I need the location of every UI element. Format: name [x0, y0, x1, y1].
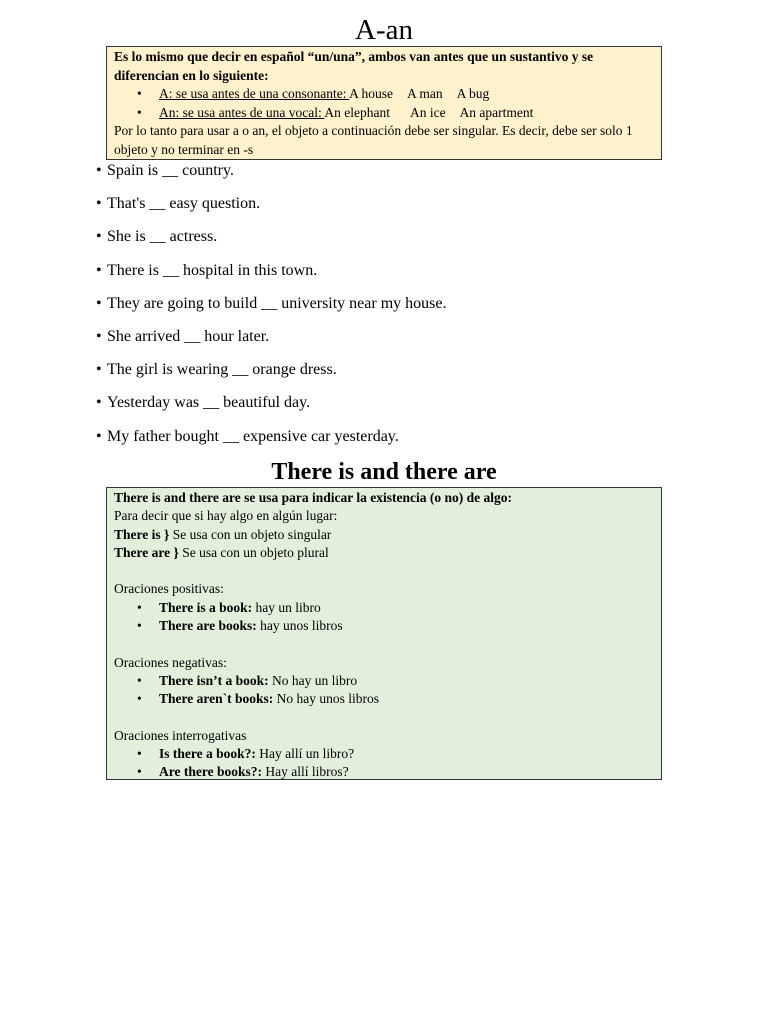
- bullet-icon: •: [137, 104, 142, 120]
- rule-label: An: se usa antes de una vocal:: [159, 104, 325, 120]
- exercise-item: [96, 225, 696, 258]
- bullet-icon: •: [96, 327, 102, 345]
- rule-label: There are }: [114, 544, 179, 560]
- exercise-text: She is __ actress.: [107, 228, 218, 246]
- example-bold: There aren`t books:: [159, 691, 274, 707]
- exercise-item: [96, 192, 696, 225]
- exercise-text: The girl is wearing __ orange dress.: [107, 361, 337, 379]
- exercise-text: Spain is __ country.: [107, 162, 234, 179]
- example: A man: [406, 86, 443, 101]
- exercise-item: [96, 292, 696, 325]
- example-bold: Are there books?:: [159, 764, 262, 780]
- section-heading: Oraciones negativas:: [114, 654, 227, 670]
- exercise-item: [96, 391, 696, 424]
- bullet-icon: •: [137, 86, 142, 101]
- example-text: Hay allí libros?: [262, 764, 349, 780]
- list-item: [114, 599, 654, 617]
- exercise-list: [96, 159, 696, 458]
- rule-label: There is }: [114, 526, 170, 542]
- bullet-an-rule: [114, 104, 654, 123]
- exercise-item: [96, 358, 696, 391]
- list-item: [114, 617, 654, 635]
- example-bold: There isn’t a book:: [159, 672, 269, 688]
- bullet-icon: •: [96, 261, 102, 279]
- bullet-icon: •: [137, 618, 142, 634]
- bullet-icon: •: [96, 162, 102, 179]
- example-bold: There is a book:: [159, 599, 253, 615]
- exercise-text: Yesterday was __ beautiful day.: [107, 394, 311, 412]
- section-heading: Oraciones positivas:: [114, 581, 224, 597]
- exercise-item: [96, 325, 696, 358]
- section-title: There is and there are: [271, 459, 497, 485]
- example-text: No hay un libro: [268, 672, 358, 688]
- list-item: [114, 745, 654, 763]
- there-is-rule: [114, 526, 654, 544]
- list-item: [114, 672, 654, 690]
- example: An apartment: [459, 104, 534, 120]
- list-item: [114, 690, 654, 708]
- example: A bug: [456, 86, 490, 101]
- example: A house: [349, 86, 393, 101]
- example-bold: There are books:: [159, 618, 257, 634]
- page-title: A-an: [355, 14, 413, 46]
- exercise-text: They are going to build __ university near my house.: [107, 294, 447, 312]
- exercise-text: She arrived __ hour later.: [107, 327, 270, 345]
- rule-text: Se usa con un objeto singular: [169, 526, 332, 542]
- example-text: hay un libro: [252, 599, 321, 615]
- list-item: [114, 763, 654, 781]
- a-an-intro: Es lo mismo que decir en español “un/una”, ambos van antes que un sustantivo y se diferencian en lo siguiente:: [114, 49, 594, 83]
- exercise-item: [96, 159, 696, 192]
- there-intro: There is and there are se usa para indicar la existencia (o no) de algo:: [114, 490, 512, 505]
- exercise-item: [96, 425, 696, 458]
- a-an-note: Por lo tanto para usar a o an, el objeto a continuación debe ser singular. Es decir, debe ser solo 1 objeto y no terminar en -s: [114, 123, 633, 157]
- bullet-icon: •: [96, 228, 102, 246]
- bullet-icon: •: [96, 195, 102, 213]
- bullet-icon: •: [96, 294, 102, 312]
- bullet-icon: •: [137, 691, 142, 707]
- example-text: Hay allí un libro?: [255, 746, 355, 762]
- exercise-text: My father bought __ expensive car yesterday.: [107, 427, 399, 445]
- exercise-text: That's __ easy question.: [107, 195, 261, 213]
- there-line: Para decir que si hay algo en algún lugar:: [114, 508, 338, 524]
- there-are-rule: [114, 544, 654, 562]
- bullet-icon: •: [137, 599, 142, 615]
- exercise-item: [96, 259, 696, 292]
- there-is-are-box: [106, 487, 662, 780]
- bullet-icon: •: [137, 672, 142, 688]
- rule-label: A: se usa antes de una consonante:: [159, 86, 350, 101]
- exercise-text: There is __ hospital in this town.: [107, 261, 318, 279]
- example-bold: Is there a book?:: [159, 746, 256, 762]
- bullet-icon: •: [96, 361, 102, 379]
- example: An ice: [409, 104, 446, 120]
- bullet-icon: •: [96, 394, 102, 412]
- rule-text: Se usa con un objeto plural: [178, 544, 329, 560]
- bullet-icon: •: [137, 764, 142, 780]
- example: An elephant: [324, 104, 390, 120]
- a-an-explanation-box: [106, 46, 662, 160]
- bullet-icon: •: [137, 746, 142, 762]
- example-text: hay unos libros: [256, 618, 343, 634]
- section-heading: Oraciones interrogativas: [114, 727, 247, 743]
- bullet-icon: •: [96, 427, 102, 445]
- example-text: No hay unos libros: [273, 691, 379, 707]
- bullet-a-rule: [114, 85, 654, 104]
